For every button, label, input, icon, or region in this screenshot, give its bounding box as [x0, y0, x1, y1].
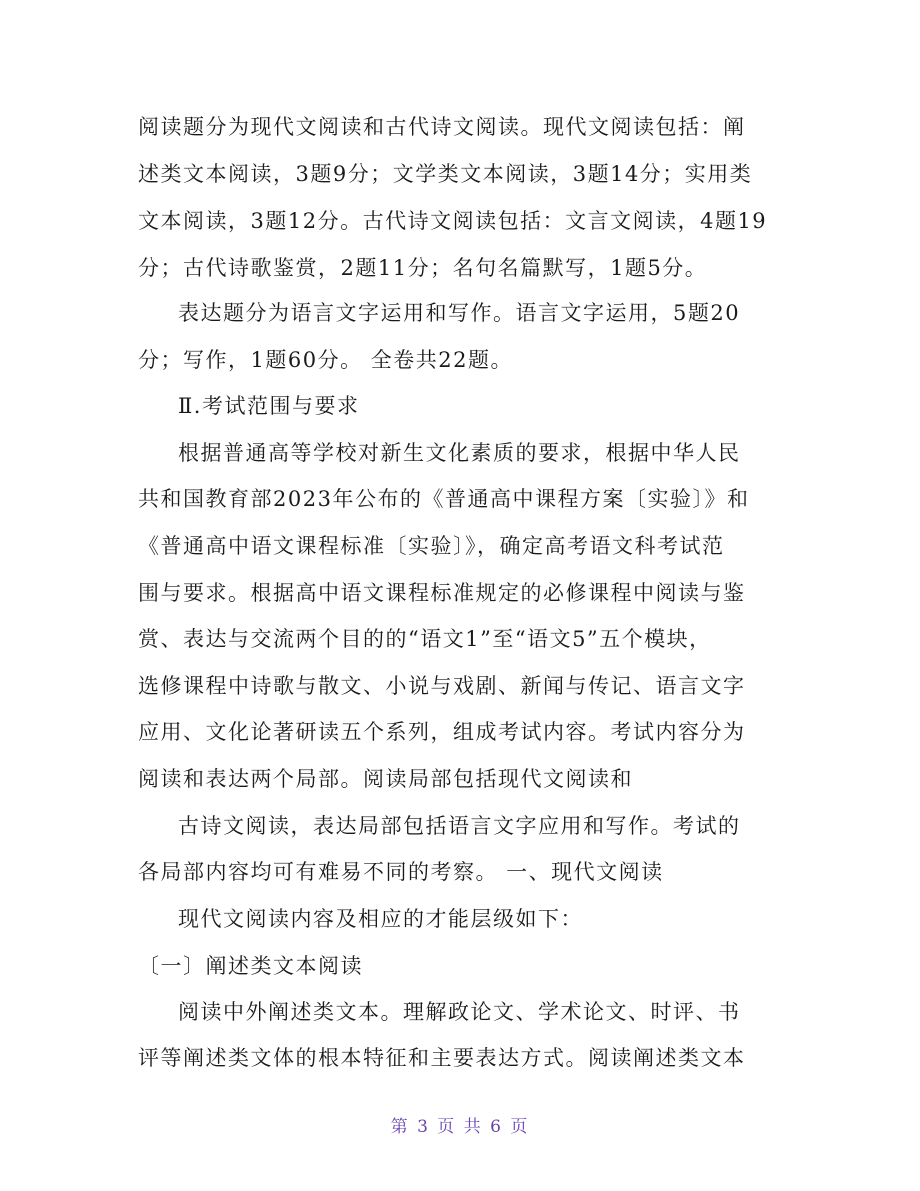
paragraph-line: 《普通高中语文课程标准〔实验〕》，确定高考语文科考试范 [138, 534, 725, 558]
paragraph-line: 应用、文化论著研读五个系列，组成考试内容。考试内容分为 [138, 720, 746, 744]
paragraph-line: 选修课程中诗歌与散文、小说与戏剧、新闻与传记、语言文字 [138, 674, 746, 698]
page-number-footer: 第 3 页 共 6 页 [390, 1117, 530, 1137]
paragraph-line: 阅读和表达两个局部。阅读局部包括现代文阅读和 [138, 767, 633, 791]
paragraph-line: 古诗文阅读，表达局部包括语言文字应用和写作。考试的 [178, 814, 741, 838]
paragraph-line: 分；古代诗歌鉴赏，2题11分；名句名篇默写，1题5分。 [138, 256, 708, 280]
paragraph-line: 分；写作，1题60分。 全卷共22题。 [138, 348, 513, 372]
subsection-heading: 〔一〕阐述类文本阅读 [138, 954, 363, 978]
paragraph-line: 阅读题分为现代文阅读和古代诗文阅读。现代文阅读包括：阐 [138, 115, 746, 139]
paragraph-line: 赏、表达与交流两个目的的“语文1”至“语文5”五个模块， [138, 627, 712, 651]
section-heading: Ⅱ.考试范围与要求 [178, 394, 360, 418]
paragraph-line: 文本阅读，3题12分。古代诗文阅读包括：文言文阅读，4题19 [138, 209, 768, 233]
paragraph-line: 评等阐述类文体的根本特征和主要表达方式。阅读阐述类文本 [138, 1046, 746, 1070]
paragraph-line: 现代文阅读内容及相应的才能层级如下： [178, 907, 583, 931]
paragraph-line: 表达题分为语言文字运用和写作。语言文字运用，5题20 [178, 301, 741, 325]
paragraph-line: 围与要求。根据高中语文课程标准规定的必修课程中阅读与鉴 [138, 581, 746, 605]
paragraph-line: 根据普通高等学校对新生文化素质的要求，根据中华人民 [178, 441, 741, 465]
paragraph-line: 述类文本阅读，3题9分；文学类文本阅读，3题14分；实用类 [138, 162, 753, 186]
paragraph-line: 共和国教育部2023年公布的《普通高中课程方案〔实验〕》和 [138, 487, 750, 511]
paragraph-line: 阅读中外阐述类文本。理解政论文、学术论文、时评、书 [178, 1000, 741, 1024]
paragraph-line: 各局部内容均可有难易不同的考察。 一、现代文阅读 [138, 860, 664, 884]
